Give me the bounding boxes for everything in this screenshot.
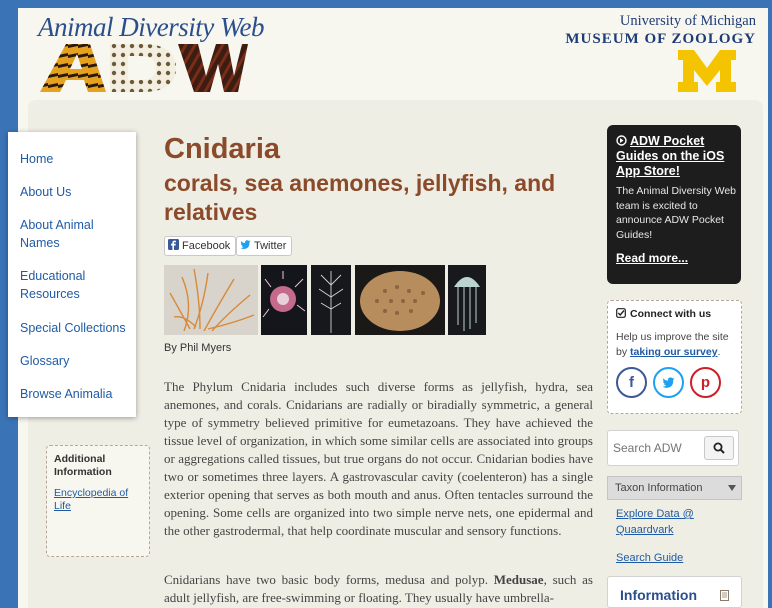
nav-item-special-collections[interactable]: Special Collections xyxy=(20,321,126,335)
site-banner xyxy=(18,8,768,100)
search-button[interactable] xyxy=(704,436,734,460)
nav-item-about-us[interactable]: About Us xyxy=(20,185,72,199)
photo-brain-coral[interactable] xyxy=(355,265,445,335)
dropdown-arrow-icon xyxy=(728,485,736,491)
description-paragraph-1: The Phylum Cnidaria includes such diverse forms as jellyfish, hydra, sea anemones, and corals. Cnidarians are radially or biradially symmetric, a general type of symmetry believed primitive for eumetazoans. They have achieved the tissue level of organization, in which some similar cells are associated into groups or aggregations called tissues, but true organs do not occur. Cnidarian bodies have two or sometimes three layers. A gastrovascular cavity (coelenteron) has a single exterior opening that serves as both mouth and anus. Often tentacles surround the opening. Some cells are organized into two simple nerve nets, one epidermal and the other gastrodermal, that help coordinate muscular and sensory functions. xyxy=(164,379,593,538)
twitter-label: Twitter xyxy=(254,240,287,252)
search-box xyxy=(607,430,739,466)
document-icon xyxy=(720,590,729,601)
search-guide-link[interactable]: Search Guide xyxy=(616,552,684,564)
pinterest-social-icon: p xyxy=(700,374,711,391)
search-icon xyxy=(713,442,725,454)
promo-title-text: ADW Pocket Guides on the iOS App Store! xyxy=(616,134,725,178)
paragraph-2-start: Cnidarians have two basic body forms, medusa and polyp. xyxy=(164,572,488,587)
university-label: University of Michigan xyxy=(619,13,756,29)
facebook-label: Facebook xyxy=(182,240,231,252)
facebook-social-button[interactable] xyxy=(616,367,647,398)
connect-heading xyxy=(616,308,711,320)
facebook-share-button[interactable] xyxy=(164,236,236,256)
nav-item-educational-resources[interactable]: Educational Resources xyxy=(20,269,86,301)
checkbox-icon xyxy=(616,308,626,318)
twitter-share-button[interactable] xyxy=(236,236,292,256)
photo-jellyfish[interactable] xyxy=(448,265,486,335)
taxon-select-value: Taxon Information xyxy=(615,482,703,494)
additional-information-box xyxy=(46,445,150,557)
information-heading: Information xyxy=(620,587,697,603)
additional-information-heading: Additional Information xyxy=(54,453,112,478)
nav-item-glossary[interactable]: Glossary xyxy=(20,354,70,368)
information-box xyxy=(607,576,742,608)
photo-anemone[interactable] xyxy=(261,265,307,335)
adw-logo[interactable] xyxy=(38,42,248,94)
connect-heading-text: Connect with us xyxy=(630,308,712,320)
pinterest-social-button[interactable] xyxy=(690,367,721,398)
explore-data-link[interactable]: Explore Data @ Quaardvark xyxy=(616,508,694,536)
connect-text-end: . xyxy=(717,346,721,358)
left-navigation xyxy=(8,132,136,417)
nav-item-about-animal-names[interactable]: About Animal Names xyxy=(20,218,94,250)
nav-item-home[interactable]: Home xyxy=(20,152,54,166)
museum-label: MUSEUM OF ZOOLOGY xyxy=(565,31,756,47)
search-input[interactable] xyxy=(611,437,705,459)
twitter-social-button[interactable] xyxy=(653,367,684,398)
read-more-link[interactable]: Read more... xyxy=(616,251,689,265)
page-subtitle: corals, sea anemones, jellyfish, and relatives xyxy=(164,170,556,225)
twitter-social-icon xyxy=(661,376,676,389)
twitter-icon xyxy=(240,239,251,250)
medusae-term: Medusae xyxy=(493,572,544,587)
photo-hydroid[interactable] xyxy=(311,265,351,335)
photo-coral[interactable] xyxy=(164,265,258,335)
survey-link[interactable]: taking our survey xyxy=(630,346,718,358)
nav-item-browse-animalia[interactable]: Browse Animalia xyxy=(20,387,113,401)
site-title[interactable]: Animal Diversity Web xyxy=(38,12,264,42)
promo-title[interactable] xyxy=(616,134,736,179)
pocket-guides-promo xyxy=(607,125,741,284)
facebook-icon xyxy=(168,239,179,250)
app-store-icon xyxy=(616,135,627,146)
university-name[interactable] xyxy=(565,13,756,48)
taxon-information-select[interactable] xyxy=(607,476,742,500)
facebook-social-icon: f xyxy=(629,374,634,391)
page-title: Cnidaria xyxy=(164,133,281,165)
photo-credit: By Phil Myers xyxy=(164,342,232,354)
promo-body: The Animal Diversity Web team is excited to announce ADW Pocket Guides! xyxy=(616,185,737,241)
paragraph-2-rest: , such as adult jellyfish, are free-swimming or floating. They usually have umbrella- xyxy=(164,572,593,605)
connect-text-start: Help us improve the site by xyxy=(616,331,729,358)
description-paragraph-2 xyxy=(164,571,593,607)
connect-text xyxy=(616,330,736,360)
encyclopedia-of-life-link[interactable]: Encyclopedia of Life xyxy=(54,487,129,512)
umich-m-logo[interactable] xyxy=(676,48,738,94)
connect-box xyxy=(607,300,742,414)
